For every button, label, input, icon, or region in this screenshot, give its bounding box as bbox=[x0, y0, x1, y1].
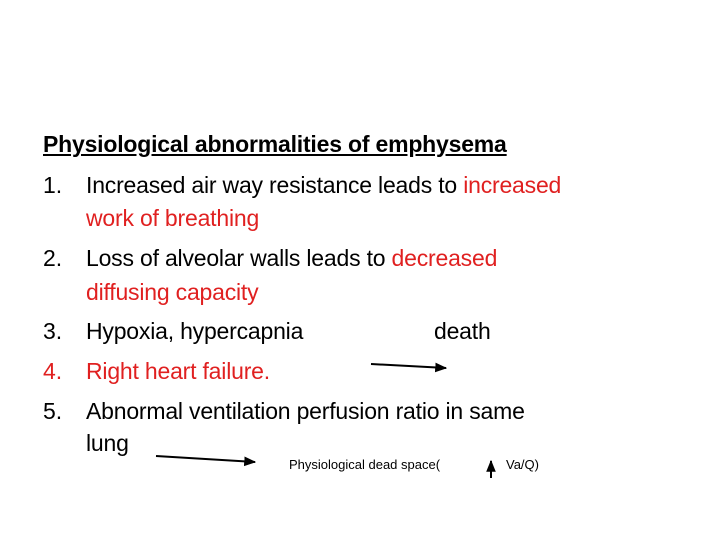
item-1-emphasis: increased bbox=[463, 172, 562, 198]
item-5-line-2: lung bbox=[86, 430, 129, 456]
slide-title: Physiological abnormalities of emphysema bbox=[43, 131, 507, 157]
item-3-outcome: death bbox=[434, 318, 491, 344]
item-4-text: Right heart failure. bbox=[86, 358, 270, 384]
item-4-number: 4. bbox=[43, 358, 63, 384]
item-5-line-1: Abnormal ventilation perfusion ratio in same bbox=[86, 398, 525, 424]
arrow-right-icon bbox=[371, 364, 446, 368]
va-q-ratio: Va/Q) bbox=[506, 457, 539, 472]
item-2-line-2: diffusing capacity bbox=[86, 279, 259, 305]
item-1-line-2: work of breathing bbox=[86, 205, 260, 231]
item-1-text: Increased air way resistance leads to bbox=[86, 172, 464, 198]
item-2-number: 2. bbox=[43, 245, 63, 271]
item-3-number: 3. bbox=[43, 318, 63, 344]
arrow-right-icon bbox=[156, 456, 255, 462]
item-2-emphasis: decreased bbox=[391, 245, 498, 271]
item-3-text: Hypoxia, hypercapnia bbox=[86, 318, 304, 344]
item-5-number: 5. bbox=[43, 398, 63, 424]
dead-space-label: Physiological dead space( bbox=[289, 457, 441, 472]
item-2-text: Loss of alveolar walls leads to bbox=[86, 245, 392, 271]
item-1-number: 1. bbox=[43, 172, 63, 198]
